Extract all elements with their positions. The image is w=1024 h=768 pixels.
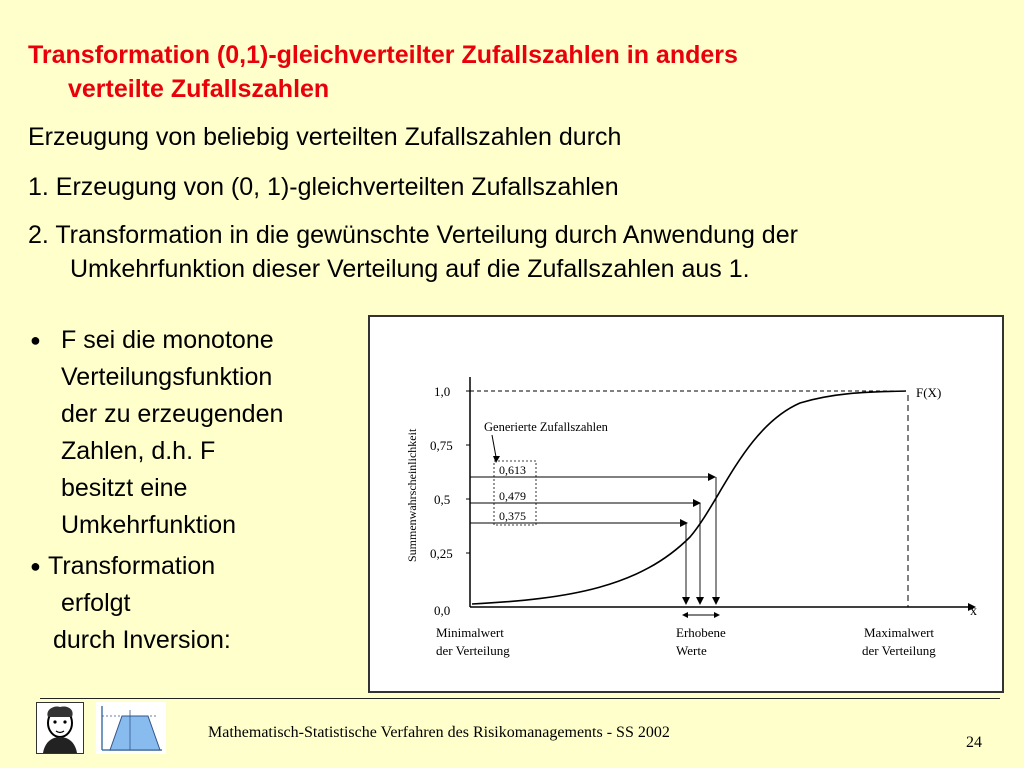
bullet-1-line: F sei die monotone [61, 326, 274, 354]
intro-text: Erzeugung von beliebig verteilten Zufallszahlen durch [28, 123, 622, 151]
footer-divider [40, 698, 1000, 699]
bullet-1-line: Zahlen, d.h. F [61, 437, 216, 465]
callout-label: Generierte Zufallszahlen [484, 420, 608, 434]
observed-values-label: Erhobene [676, 625, 726, 640]
random-value-label: 0,375 [499, 509, 526, 523]
arrow-down-icon [682, 597, 690, 605]
title-line-2: verteilte Zufallszahlen [68, 75, 330, 103]
bullet-2-line: erfolgt [61, 589, 131, 617]
portrait-logo-icon [36, 702, 84, 754]
y-axis-title: Summenwahrscheinlichkeit [405, 428, 419, 562]
callout-pointer [492, 435, 496, 457]
bullet-1-line: Verteilungsfunktion [61, 363, 273, 391]
random-value-label: 0,613 [499, 463, 526, 477]
arrow-down-icon [696, 597, 704, 605]
bullet-2-line: Transformation [48, 552, 216, 580]
arrow-down-icon [712, 597, 720, 605]
y-tick-label: 0,0 [434, 603, 451, 618]
bullet-dot-icon: ● [30, 330, 41, 350]
step-2-line-1: 2. Transformation in die gewünschte Verteilung durch Anwendung der [28, 221, 798, 249]
bullet-1-line: Umkehrfunktion [61, 511, 237, 539]
random-value-label: 0,479 [499, 489, 526, 503]
bullet-item-2 [28, 548, 363, 659]
bullet-item-1 [28, 322, 363, 544]
bullet-2-line: durch Inversion: [53, 626, 231, 654]
bullet-1-line: besitzt eine [61, 474, 188, 502]
max-value-label: Maximalwert [864, 625, 935, 640]
step-2 [28, 218, 1008, 286]
y-tick-label: 0,75 [430, 438, 453, 453]
inversion-figure [368, 315, 1004, 693]
y-tick-label: 0,25 [430, 546, 453, 561]
arrow-right-icon [680, 519, 688, 527]
distribution-logo-icon [96, 702, 166, 754]
arrow-left-icon [682, 612, 688, 618]
arrow-right-icon [708, 473, 716, 481]
y-tick-label: 1,0 [434, 384, 451, 399]
step-1: 1. Erzeugung von (0, 1)-gleichverteilten Zufallszahlen [28, 173, 619, 201]
footer-course-title: Mathematisch-Statistische Verfahren des Risikomanagements - SS 2002 [208, 724, 670, 741]
y-tick-label: 0,5 [434, 492, 451, 507]
step-2-line-2: Umkehrfunktion dieser Verteilung auf die Zufallszahlen aus 1. [70, 255, 750, 283]
min-value-label: der Verteilung [436, 643, 510, 658]
slide-title [28, 38, 988, 106]
bullet-1-line: der zu erzeugenden [61, 400, 284, 428]
bullet-list [28, 322, 363, 659]
x-axis-title: x [970, 604, 977, 619]
max-value-label: der Verteilung [862, 643, 936, 658]
callout-arrow-icon [493, 456, 500, 463]
inversion-diagram [370, 317, 1002, 691]
bullet-dot-icon: ● [30, 556, 41, 576]
arrow-right-icon [714, 612, 720, 618]
title-line-1: Transformation (0,1)-gleichverteilter Zufallszahlen in anders [28, 41, 738, 69]
observed-values-label: Werte [676, 643, 707, 658]
min-value-label: Minimalwert [436, 625, 504, 640]
curve-label: F(X) [916, 385, 942, 400]
page-number: 24 [966, 734, 982, 751]
